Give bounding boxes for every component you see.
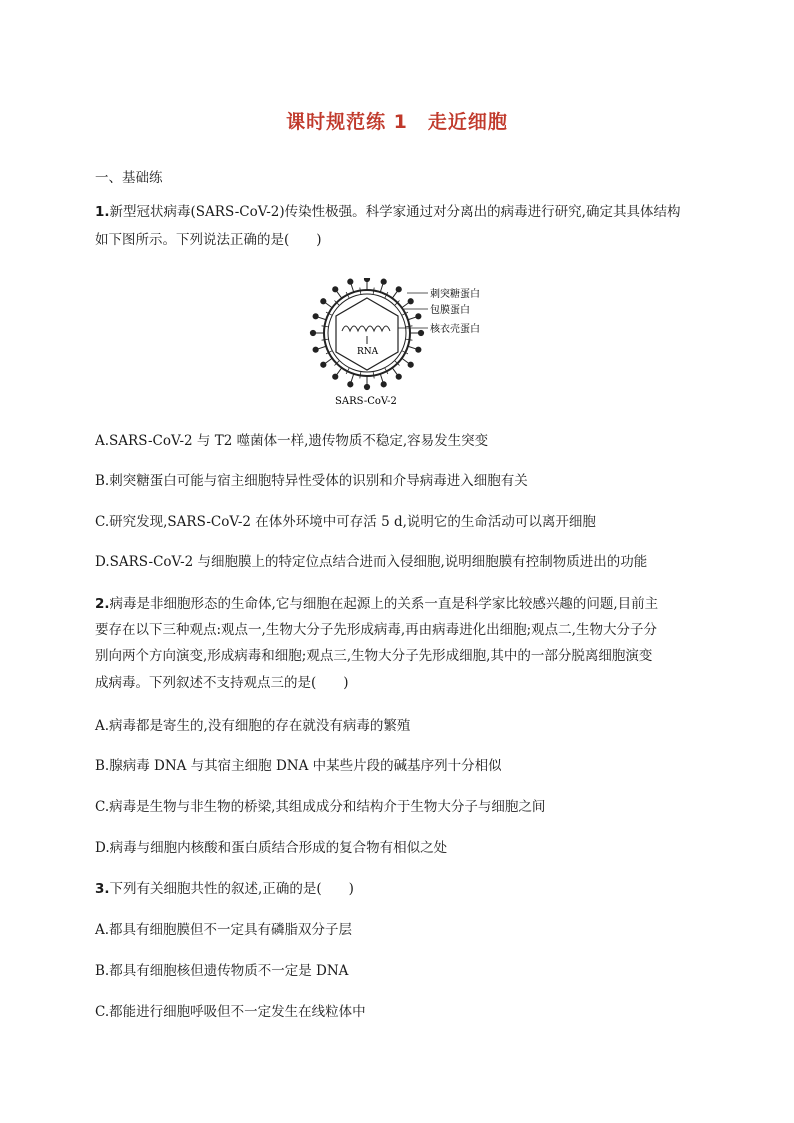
spike-head [313, 347, 318, 352]
question-1-option-a: A.SARS-CoV-2 与 T2 噬菌体一样,遗传物质不稳定,容易发生突变 [95, 433, 489, 449]
spike-head [333, 287, 338, 292]
page-title [0, 107, 794, 134]
spike-head [348, 279, 353, 284]
spike-head [416, 314, 421, 319]
spike-ring [310, 278, 423, 390]
spike-head [381, 382, 386, 387]
question-3-number: 3. [95, 881, 110, 897]
question-2-stem-line4: 成病毒。下列叙述不支持观点三的是( ) [95, 675, 349, 691]
spike-head [348, 382, 353, 387]
question-2-stem-line1: 2.病毒是非细胞形态的生命体,它与细胞在起源上的关系一直是科学家比较感兴趣的问题,目前主 [95, 596, 659, 612]
spike-head [396, 374, 401, 379]
spike-head [364, 384, 369, 389]
spike-head [408, 362, 413, 367]
spike-head [381, 279, 386, 284]
spike-head [310, 330, 315, 335]
question-2-option-c: C.病毒是生物与非生物的桥梁,其组成成分和结构介于生物大分子与细胞之间 [95, 799, 546, 815]
envelope-circle [324, 290, 410, 376]
question-2-stem-line3: 别向两个方向演变,形成病毒和细胞;观点三,生物大分子先形成细胞,其中的一部分脱离细胞演变 [95, 648, 653, 664]
spike-head [333, 374, 338, 379]
spike-head [408, 299, 413, 304]
spike-head [321, 299, 326, 304]
spike-head [416, 347, 421, 352]
question-3-stem-line1: 3.下列有关细胞共性的叙述,正确的是( ) [95, 881, 354, 897]
envelope-label: 包膜蛋白 [430, 305, 470, 316]
question-2-number: 2. [95, 596, 110, 612]
figure-caption: SARS-CoV-2 [335, 396, 397, 407]
rna-coil [342, 326, 390, 331]
question-3-option-a: A.都具有细胞膜但不一定具有磷脂双分子层 [95, 922, 353, 938]
question-1-number: 1. [95, 204, 110, 220]
question-2-option-d: D.病毒与细胞内核酸和蛋白质结合形成的复合物有相似之处 [95, 840, 448, 856]
question-3-option-b: B.都具有细胞核但遗传物质不一定是 DNA [95, 963, 349, 979]
capsid-label: 核衣壳蛋白 [430, 324, 480, 335]
spike-head [364, 278, 369, 282]
spike-label: 刺突糖蛋白 [430, 289, 480, 300]
title-sub: 走近细胞 [427, 111, 508, 133]
spike-head [396, 287, 401, 292]
question-1-stem-line2: 如下图所示。下列说法正确的是( ) [95, 232, 322, 248]
spike-head [418, 330, 423, 335]
question-1-stem-line1: 1.新型冠状病毒(SARS-CoV-2)传染性极强。科学家通过对分离出的病毒进行研究,确定其具体结构 [95, 204, 681, 220]
question-2-stem-line2: 要存在以下三种观点:观点一,生物大分子先形成病毒,再由病毒进化出细胞;观点二,生物大分子分 [95, 622, 657, 638]
question-1-option-c: C.研究发现,SARS-CoV-2 在体外环境中可存活 5 d,说明它的生命活动可以离开细胞 [95, 514, 596, 530]
rna-label: RNA [357, 347, 379, 357]
question-1-option-d: D.SARS-CoV-2 与细胞膜上的特定位点结合进而入侵细胞,说明细胞膜有控制物质进出的功能 [95, 554, 648, 570]
spike-head [313, 314, 318, 319]
capsid-hexagon [336, 298, 398, 370]
question-1-option-b: B.刺突糖蛋白可能与宿主细胞特异性受体的识别和介导病毒进入细胞有关 [95, 473, 528, 489]
question-2-option-a: A.病毒都是寄生的,没有细胞的存在就没有病毒的繁殖 [95, 718, 411, 734]
spike-head [321, 362, 326, 367]
question-3-option-c: C.都能进行细胞呼吸但不一定发生在线粒体中 [95, 1004, 366, 1020]
title-main: 课时规范练 1 [286, 111, 408, 133]
section-heading: 一、基础练 [95, 170, 163, 186]
virus-structure-figure [300, 278, 510, 408]
question-2-option-b: B.腺病毒 DNA 与其宿主细胞 DNA 中某些片段的碱基序列十分相似 [95, 758, 502, 774]
